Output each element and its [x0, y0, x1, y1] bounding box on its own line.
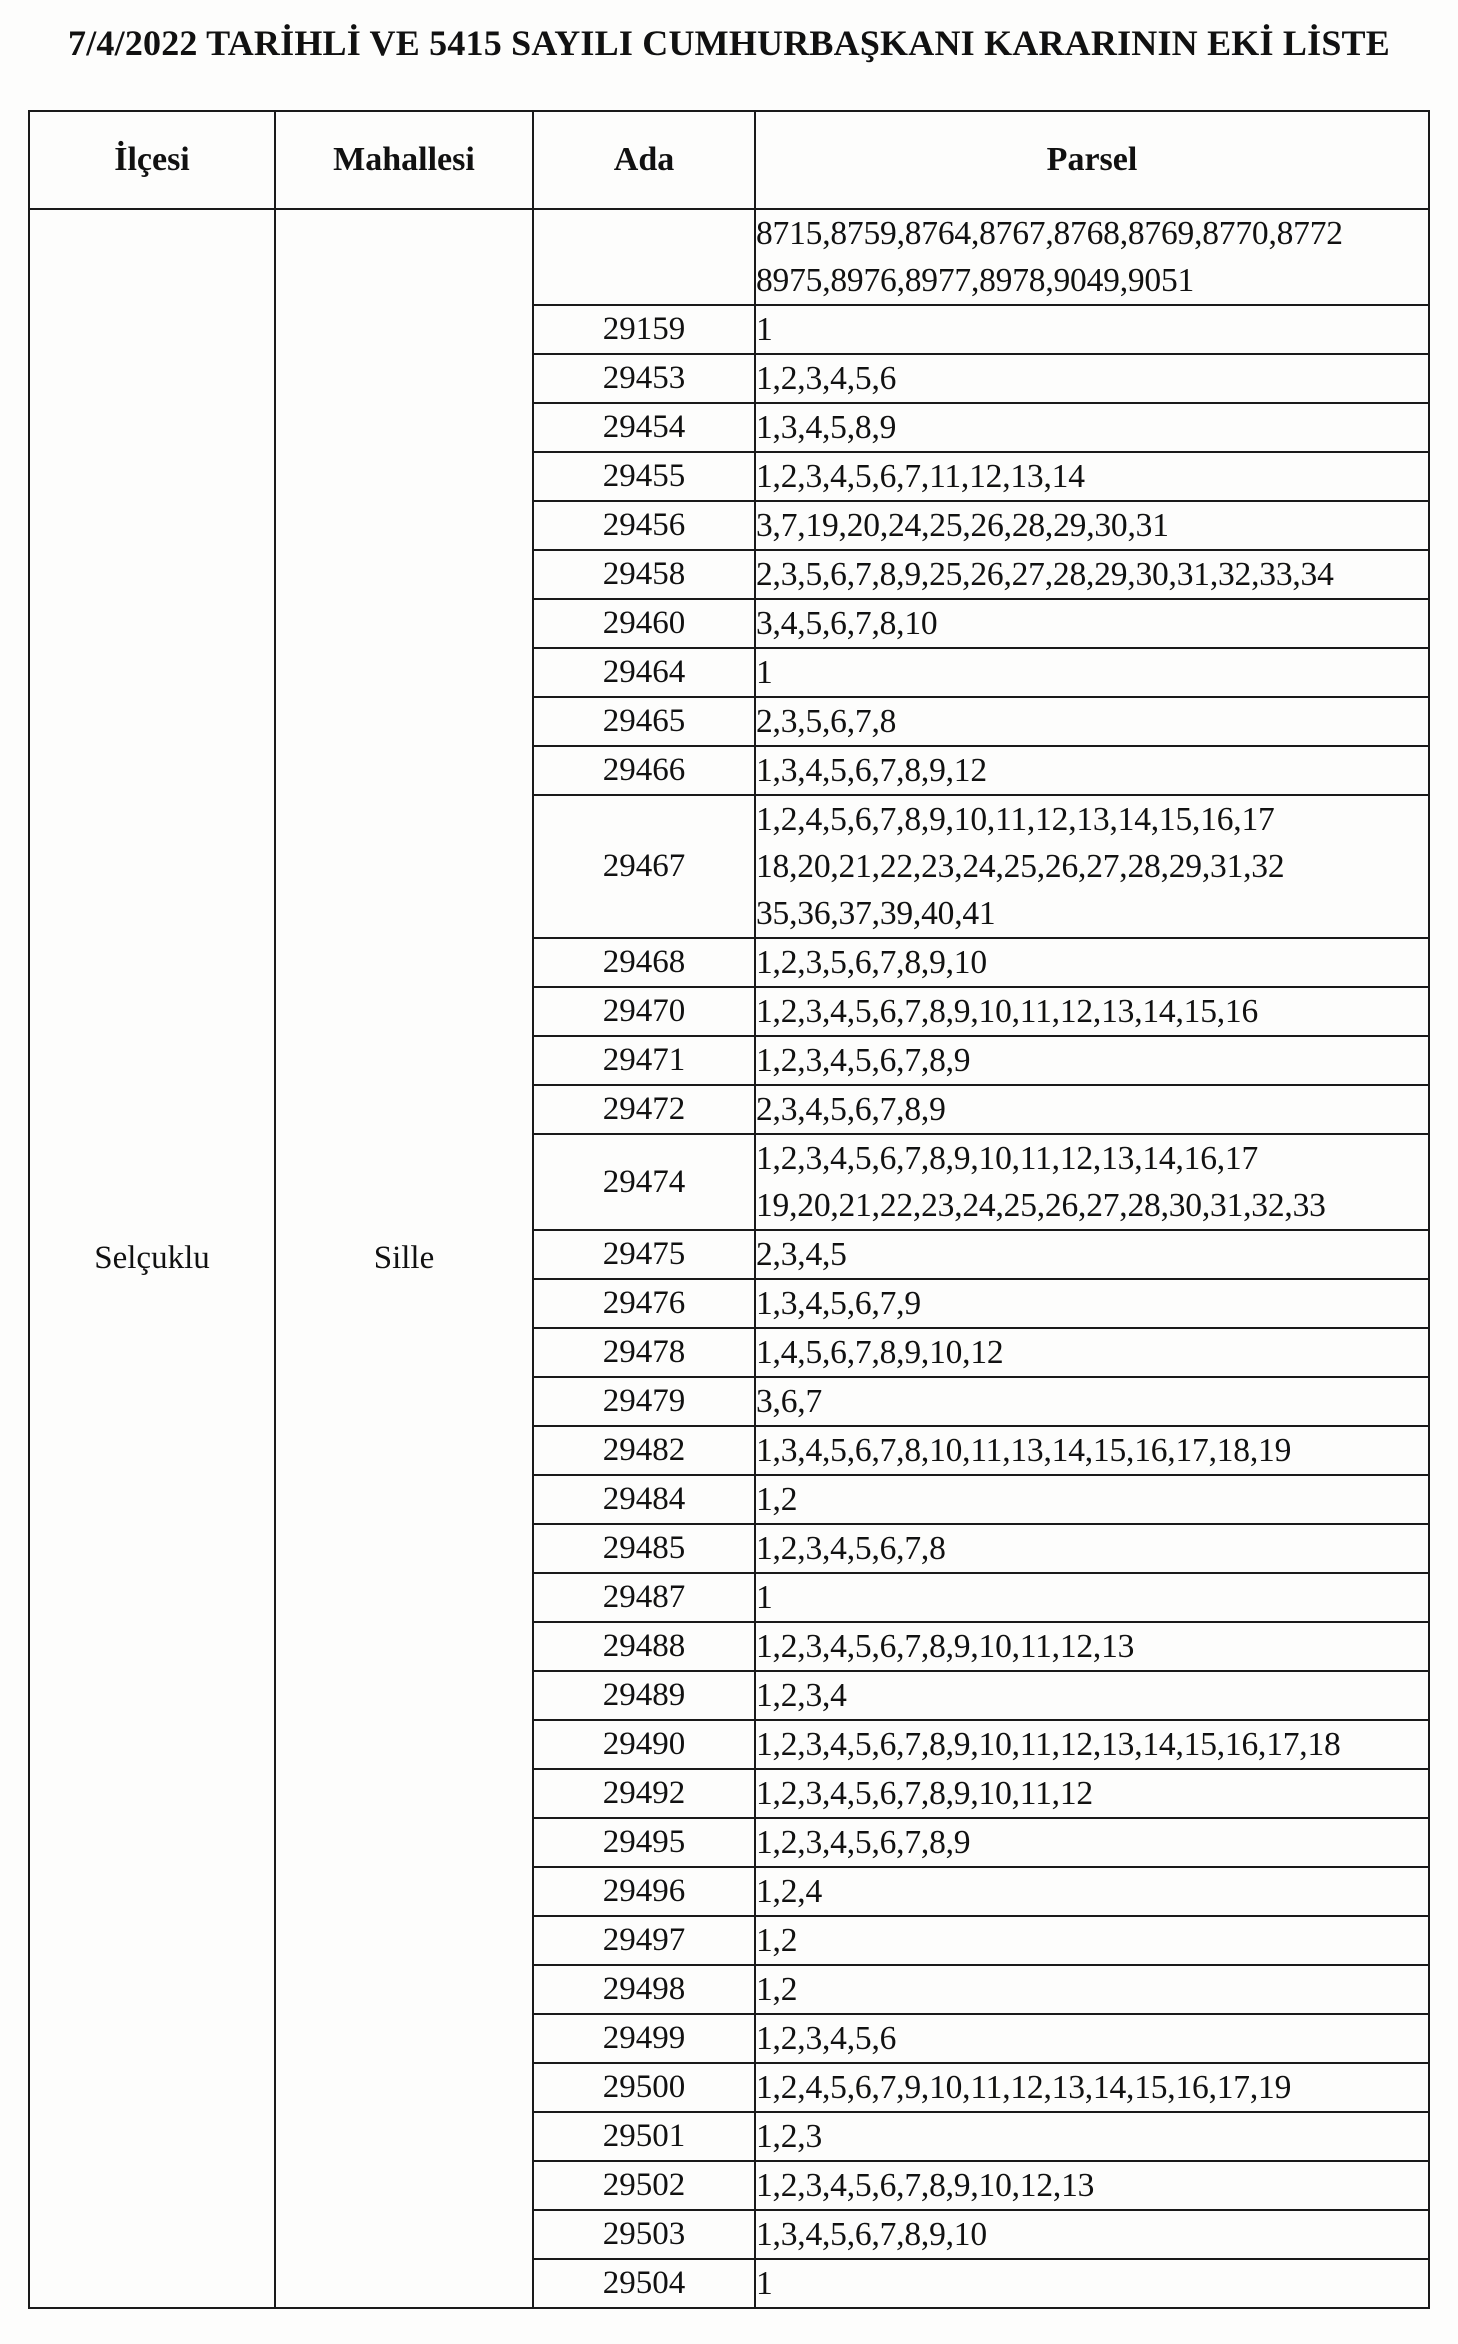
parsel-cell: 1,3,4,5,6,7,9: [755, 1279, 1429, 1328]
ada-cell: 29492: [533, 1769, 755, 1818]
ada-cell: 29467: [533, 795, 755, 938]
parsel-cell: 1: [755, 2259, 1429, 2308]
parsel-cell: 1,2,4,5,6,7,9,10,11,12,13,14,15,16,17,19: [755, 2063, 1429, 2112]
ada-cell: 29455: [533, 452, 755, 501]
ada-cell: 29454: [533, 403, 755, 452]
ada-cell: 29497: [533, 1916, 755, 1965]
parsel-cell: 1,2: [755, 1916, 1429, 1965]
parsel-cell: 1,2,4: [755, 1867, 1429, 1916]
parsel-cell: 3,6,7: [755, 1377, 1429, 1426]
ada-cell: 29474: [533, 1134, 755, 1230]
header-ada: Ada: [533, 111, 755, 209]
parsel-cell: 1,2: [755, 1475, 1429, 1524]
parsel-cell: 3,4,5,6,7,8,10: [755, 599, 1429, 648]
parsel-cell: 8715,8759,8764,8767,8768,8769,8770,8772 8975,8976,8977,8978,9049,9051: [755, 209, 1429, 305]
ada-cell: 29502: [533, 2161, 755, 2210]
parsel-cell: 1,2,3,4,5,6: [755, 2014, 1429, 2063]
document-title: 7/4/2022 TARİHLİ VE 5415 SAYILI CUMHURBAŞKANI KARARININ EKİ LİSTE: [68, 23, 1390, 63]
parsel-cell: 1,3,4,5,6,7,8,10,11,13,14,15,16,17,18,19: [755, 1426, 1429, 1475]
header-mahallesi: Mahallesi: [275, 111, 533, 209]
ada-cell: 29159: [533, 305, 755, 354]
ada-cell: 29468: [533, 938, 755, 987]
parsel-cell: 1,2,3: [755, 2112, 1429, 2161]
parsel-cell: 2,3,4,5: [755, 1230, 1429, 1279]
ada-cell: 29472: [533, 1085, 755, 1134]
parsel-cell: 1,2: [755, 1965, 1429, 2014]
parsel-cell: 2,3,4,5,6,7,8,9: [755, 1085, 1429, 1134]
parsel-cell: 1: [755, 305, 1429, 354]
ada-cell: 29453: [533, 354, 755, 403]
parsel-cell: 1,2,4,5,6,7,8,9,10,11,12,13,14,15,16,17 18,20,21,22,23,24,25,26,27,28,29,31,32 35,36,37,39,40,41: [755, 795, 1429, 938]
ada-cell: 29471: [533, 1036, 755, 1085]
parsel-cell: 1,2,3,5,6,7,8,9,10: [755, 938, 1429, 987]
parsel-cell: 1,2,3,4,5,6,7,8,9,10,11,12: [755, 1769, 1429, 1818]
ada-cell: 29503: [533, 2210, 755, 2259]
parsel-cell: 1,2,3,4,5,6,7,8: [755, 1524, 1429, 1573]
parsel-cell: 2,3,5,6,7,8,9,25,26,27,28,29,30,31,32,33,34: [755, 550, 1429, 599]
ada-cell: 29495: [533, 1818, 755, 1867]
table-header-row: [29, 111, 1429, 209]
parsel-cell: 1,2,3,4,5,6,7,8,9: [755, 1036, 1429, 1085]
parsel-cell: 1,2,3,4,5,6,7,8,9,10,11,12,13,14,15,16: [755, 987, 1429, 1036]
ada-cell: 29470: [533, 987, 755, 1036]
ada-cell: 29485: [533, 1524, 755, 1573]
parsel-cell: 1,2,3,4,5,6,7,8,9,10,11,12,13,14,16,17 19,20,21,22,23,24,25,26,27,28,30,31,32,33: [755, 1134, 1429, 1230]
ada-cell: 29489: [533, 1671, 755, 1720]
quarter-cell: Sille: [275, 209, 533, 2308]
parcel-table: [28, 110, 1430, 2309]
ada-cell: 29464: [533, 648, 755, 697]
ada-cell: 29490: [533, 1720, 755, 1769]
header-ilcesi: İlçesi: [29, 111, 275, 209]
table-body: [29, 209, 1429, 2308]
ada-cell: 29478: [533, 1328, 755, 1377]
parsel-cell: 1,4,5,6,7,8,9,10,12: [755, 1328, 1429, 1377]
parsel-cell: 1,3,4,5,8,9: [755, 403, 1429, 452]
ada-cell: 29460: [533, 599, 755, 648]
ada-cell: 29499: [533, 2014, 755, 2063]
ada-cell: 29488: [533, 1622, 755, 1671]
parsel-cell: 1,2,3,4,5,6,7,11,12,13,14: [755, 452, 1429, 501]
ada-cell: 29465: [533, 697, 755, 746]
ada-cell: 29484: [533, 1475, 755, 1524]
ada-cell: 29501: [533, 2112, 755, 2161]
parsel-cell: 1,2,3,4,5,6,7,8,9,10,11,12,13,14,15,16,17,18: [755, 1720, 1429, 1769]
ada-cell: 29496: [533, 1867, 755, 1916]
parsel-cell: 1: [755, 1573, 1429, 1622]
ada-cell: 29458: [533, 550, 755, 599]
ada-cell: 29476: [533, 1279, 755, 1328]
parsel-cell: 1,3,4,5,6,7,8,9,10: [755, 2210, 1429, 2259]
parsel-cell: 1,3,4,5,6,7,8,9,12: [755, 746, 1429, 795]
ada-cell: 29456: [533, 501, 755, 550]
ada-cell: 29487: [533, 1573, 755, 1622]
parsel-cell: 1,2,3,4,5,6,7,8,9,10,12,13: [755, 2161, 1429, 2210]
ada-cell: [533, 209, 755, 305]
table-row: [29, 209, 1429, 305]
ada-cell: 29482: [533, 1426, 755, 1475]
parsel-cell: 1,2,3,4: [755, 1671, 1429, 1720]
parsel-cell: 1: [755, 648, 1429, 697]
header-parsel: Parsel: [755, 111, 1429, 209]
district-cell: Selçuklu: [29, 209, 275, 2308]
ada-cell: 29475: [533, 1230, 755, 1279]
ada-cell: 29500: [533, 2063, 755, 2112]
parsel-cell: 1,2,3,4,5,6,7,8,9,10,11,12,13: [755, 1622, 1429, 1671]
ada-cell: 29504: [533, 2259, 755, 2308]
ada-cell: 29466: [533, 746, 755, 795]
parsel-cell: 2,3,5,6,7,8: [755, 697, 1429, 746]
parsel-cell: 3,7,19,20,24,25,26,28,29,30,31: [755, 501, 1429, 550]
parsel-cell: 1,2,3,4,5,6,7,8,9: [755, 1818, 1429, 1867]
ada-cell: 29498: [533, 1965, 755, 2014]
parsel-cell: 1,2,3,4,5,6: [755, 354, 1429, 403]
ada-cell: 29479: [533, 1377, 755, 1426]
